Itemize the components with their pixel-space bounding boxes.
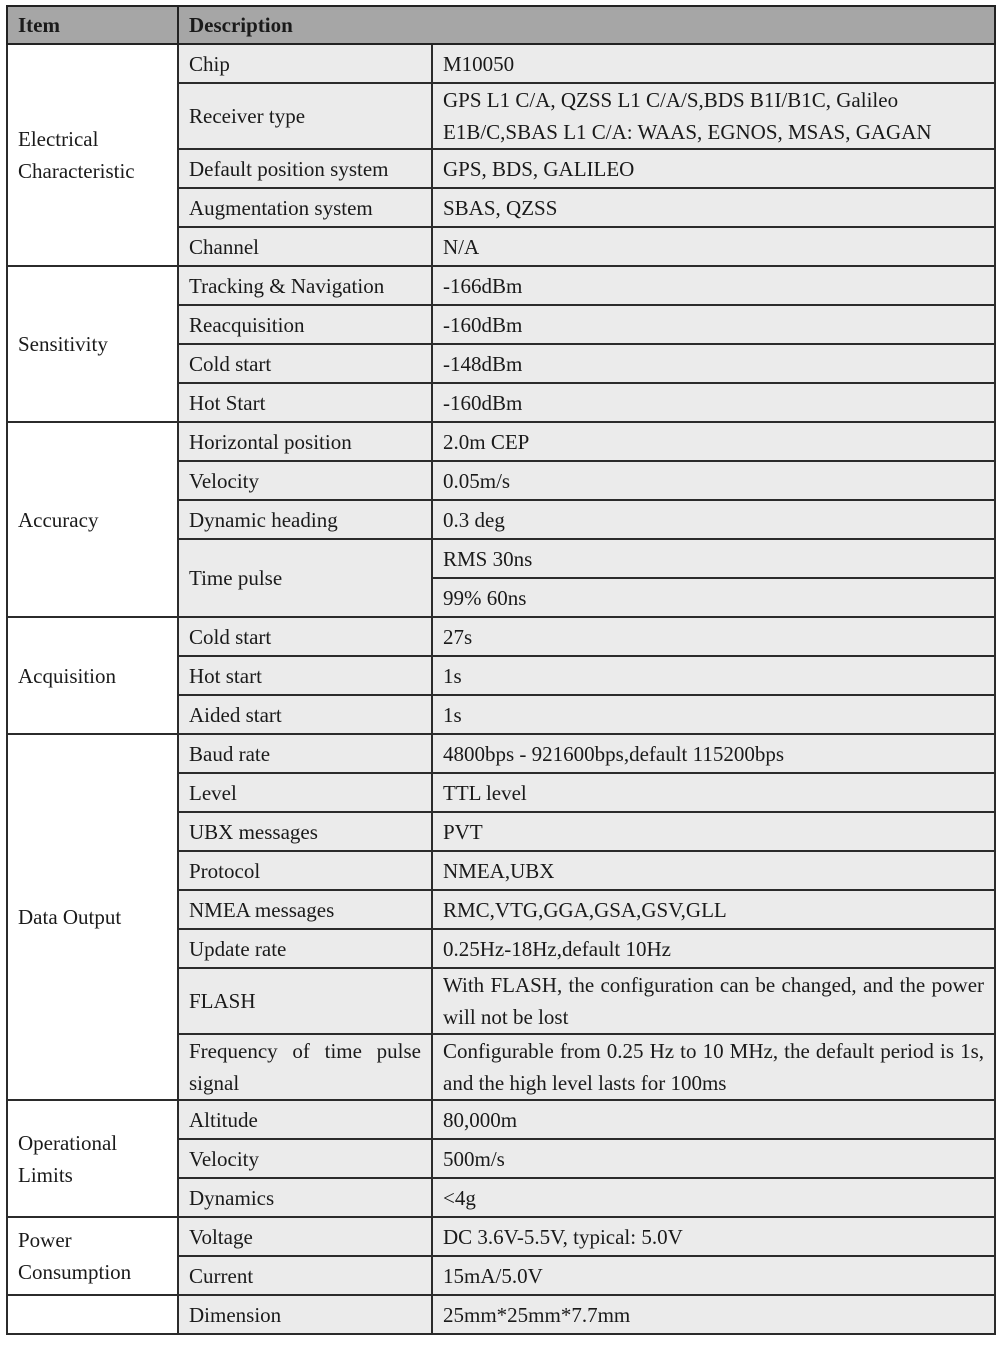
spec-table bbox=[6, 5, 996, 1335]
row-value: 0.25Hz-18Hz,default 10Hz bbox=[432, 929, 995, 968]
row-value: 25mm*25mm*7.7mm bbox=[432, 1295, 995, 1334]
row-value: <4g bbox=[432, 1178, 995, 1217]
table-row bbox=[7, 1100, 995, 1139]
row-value: Configurable from 0.25 Hz to 10 MHz, the default period is 1s, and the high level lasts for 100ms bbox=[432, 1034, 995, 1100]
table-row bbox=[7, 1217, 995, 1256]
row-label: Hot start bbox=[178, 656, 432, 695]
table-row bbox=[7, 734, 995, 773]
row-value: 27s bbox=[432, 617, 995, 656]
row-label: Dynamics bbox=[178, 1178, 432, 1217]
row-value: 99% 60ns bbox=[432, 578, 995, 617]
row-label: Receiver type bbox=[178, 83, 432, 149]
row-label: Dimension bbox=[178, 1295, 432, 1334]
header-description: Description bbox=[178, 6, 995, 44]
group-title-power-consumption: Power Consumption bbox=[7, 1217, 178, 1295]
row-value: NMEA,UBX bbox=[432, 851, 995, 890]
table-header-row bbox=[7, 6, 995, 44]
row-value: PVT bbox=[432, 812, 995, 851]
row-label: Tracking & Navigation bbox=[178, 266, 432, 305]
row-label: Time pulse bbox=[178, 539, 432, 617]
row-label: Protocol bbox=[178, 851, 432, 890]
table-row bbox=[7, 1295, 995, 1334]
row-label: Current bbox=[178, 1256, 432, 1295]
row-label: Velocity bbox=[178, 1139, 432, 1178]
table-row bbox=[7, 266, 995, 305]
row-label: Augmentation system bbox=[178, 188, 432, 227]
group-title-data-output: Data Output bbox=[7, 734, 178, 1100]
row-value: 2.0m CEP bbox=[432, 422, 995, 461]
row-value: RMC,VTG,GGA,GSA,GSV,GLL bbox=[432, 890, 995, 929]
row-value: GPS, BDS, GALILEO bbox=[432, 149, 995, 188]
row-value: RMS 30ns bbox=[432, 539, 995, 578]
row-value: M10050 bbox=[432, 44, 995, 83]
table-row bbox=[7, 617, 995, 656]
row-value: 1s bbox=[432, 656, 995, 695]
row-label: UBX messages bbox=[178, 812, 432, 851]
row-value: DC 3.6V-5.5V, typical: 5.0V bbox=[432, 1217, 995, 1256]
row-label: Cold start bbox=[178, 344, 432, 383]
row-label: Cold start bbox=[178, 617, 432, 656]
row-label: Update rate bbox=[178, 929, 432, 968]
row-label: Channel bbox=[178, 227, 432, 266]
row-label: Chip bbox=[178, 44, 432, 83]
row-label: NMEA messages bbox=[178, 890, 432, 929]
row-value: 500m/s bbox=[432, 1139, 995, 1178]
table-row bbox=[7, 44, 995, 83]
group-title-sensitivity: Sensitivity bbox=[7, 266, 178, 422]
row-label: Frequency of time pulse signal bbox=[178, 1034, 432, 1100]
row-label: Voltage bbox=[178, 1217, 432, 1256]
row-label: Dynamic heading bbox=[178, 500, 432, 539]
row-value: -160dBm bbox=[432, 383, 995, 422]
row-value: 80,000m bbox=[432, 1100, 995, 1139]
row-label: Velocity bbox=[178, 461, 432, 500]
row-value: 1s bbox=[432, 695, 995, 734]
row-value: -166dBm bbox=[432, 266, 995, 305]
group-title-acquisition: Acquisition bbox=[7, 617, 178, 734]
row-value: SBAS, QZSS bbox=[432, 188, 995, 227]
row-label: Baud rate bbox=[178, 734, 432, 773]
table-row bbox=[7, 422, 995, 461]
row-label: Default position system bbox=[178, 149, 432, 188]
row-value: GPS L1 C/A, QZSS L1 C/A/S,BDS B1I/B1C, Galileo E1B/C,SBAS L1 C/A: WAAS, EGNOS, MSAS, GAGAN bbox=[432, 83, 995, 149]
row-value: -148dBm bbox=[432, 344, 995, 383]
row-value: TTL level bbox=[432, 773, 995, 812]
row-label: Level bbox=[178, 773, 432, 812]
row-label: Hot Start bbox=[178, 383, 432, 422]
group-title-accuracy: Accuracy bbox=[7, 422, 178, 617]
row-label: Aided start bbox=[178, 695, 432, 734]
row-label: FLASH bbox=[178, 968, 432, 1034]
row-value: With FLASH, the configuration can be changed, and the power will not be lost bbox=[432, 968, 995, 1034]
group-title-operational-limits: Operational Limits bbox=[7, 1100, 178, 1217]
row-value: 4800bps - 921600bps,default 115200bps bbox=[432, 734, 995, 773]
group-title-physical bbox=[7, 1295, 178, 1334]
row-label: Horizontal position bbox=[178, 422, 432, 461]
row-value: 0.05m/s bbox=[432, 461, 995, 500]
row-label: Altitude bbox=[178, 1100, 432, 1139]
row-value: N/A bbox=[432, 227, 995, 266]
row-label: Reacquisition bbox=[178, 305, 432, 344]
row-value: 15mA/5.0V bbox=[432, 1256, 995, 1295]
header-item: Item bbox=[7, 6, 178, 44]
row-value: -160dBm bbox=[432, 305, 995, 344]
group-title-electrical: Electrical Characteristic bbox=[7, 44, 178, 266]
row-value: 0.3 deg bbox=[432, 500, 995, 539]
